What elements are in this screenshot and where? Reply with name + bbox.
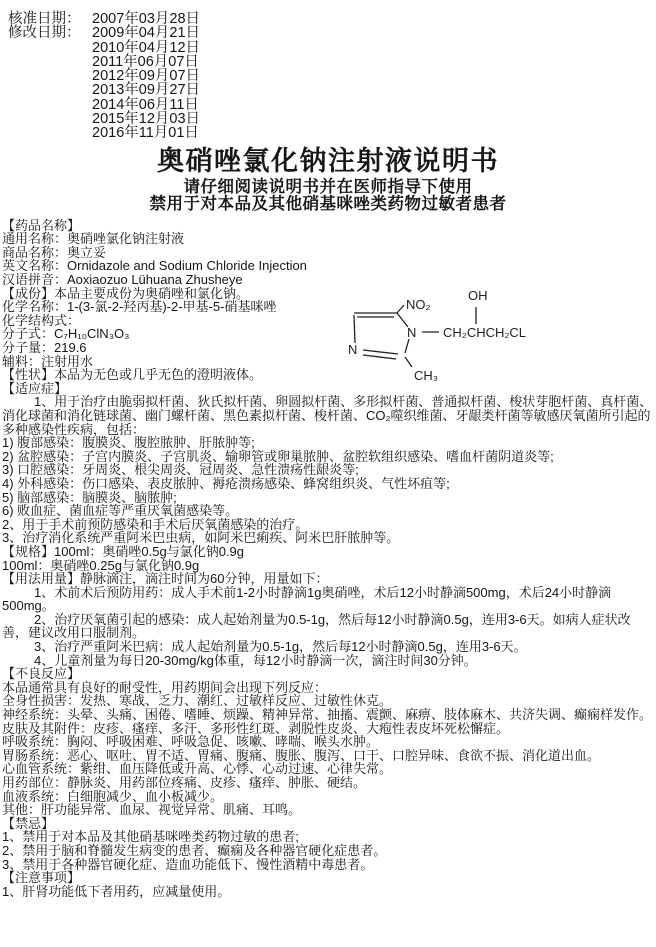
adverse-line: 用药部位：静脉炎、用药部位疼痛、皮疹、瘙痒、肿胀、硬结。	[2, 775, 367, 791]
dosage-item: 4、儿童剂量为每日20-30mg/kg体重，每12小时静滴一次，滴注时间30分钟。	[34, 652, 477, 668]
section-specification-heading: 【规格】100ml：奥硝唑0.5g与氯化钠0.9g	[2, 543, 245, 559]
revision-date-value: 2013年09月27日	[92, 82, 201, 99]
revision-date-value: 2010年04月12日	[92, 39, 201, 56]
revision-date-row	[8, 126, 654, 140]
subtitle-read-carefully: 请仔细阅读说明书并在医师指导下使用	[183, 177, 473, 196]
revision-date-value: 2012年09月07日	[92, 68, 201, 85]
molecular-formula-line: 分子式：C₇H₁₀ClN₃O₃	[2, 326, 130, 342]
no2-group-label: NO₂	[406, 297, 431, 313]
generic-name-line: 通用名称：奥硝唑氯化钠注射液	[2, 231, 185, 247]
chemical-name-line: 化学名称：1-(3-氯-2-羟丙基)-2-甲基-5-硝基咪唑	[2, 299, 277, 315]
approval-date-label: 核准日期：	[8, 11, 81, 27]
adverse-line: 呼吸系统：胸闷、呼吸困难、呼吸急促、咳嗽、哮喘、喉头水肿。	[2, 734, 380, 750]
section-indications-heading: 【适应症】	[2, 380, 68, 396]
adverse-line: 本品通常具有良好的耐受性，用药期间会出现下列反应：	[2, 679, 328, 695]
revision-date-row	[8, 26, 654, 40]
contraindication-item: 3、禁用于各种器官硬化症、造血功能低下、慢性酒精中毒患者。	[2, 856, 374, 872]
pinyin-name-line: 汉语拼音：Aoxiaozuo Lühuana Zhusheye	[2, 272, 243, 288]
revision-date-value: 2009年04月21日	[92, 25, 201, 42]
adverse-line: 胃肠系统：恶心、呕吐、胃不适、胃痛、腹痛、腹胀、腹泻、口干、口腔异味、食欲不振、消化道出血。	[2, 747, 601, 763]
revision-date-value: 2016年11月01日	[92, 125, 199, 142]
dosage-item: 1、术前术后预防用药：成人手术前1-2小时静滴1g奥硝唑，术后12小时静滴500mg，术后24小时静滴500mg。	[2, 584, 612, 614]
molecular-weight-line: 分子量：219.6	[2, 340, 87, 356]
english-name-line: 英文名称：Ornidazole and Sodium Chloride Injection	[2, 258, 307, 274]
indications-item-2: 2、用于手术前预防感染和手术后厌氧菌感染的治疗。	[2, 516, 309, 532]
indication-sub-item: 3) 口腔感染：牙周炎、根尖周炎、冠周炎、急性溃疡性龈炎等;	[2, 462, 359, 478]
adverse-line: 皮肤及其附件：皮疹、瘙痒、多汗、多形性红斑、剥脱性皮炎、大疱性表皮坏死松懈症。	[2, 720, 510, 736]
revision-date-label: 修改日期：	[8, 25, 81, 42]
chemical-structure-diagram	[342, 283, 552, 391]
revision-date-value: 2014年06月11日	[92, 96, 199, 113]
dosage-item: 2、治疗厌氧菌引起的感染：成人起始剂量为0.5-1g，然后每12小时静滴0.5g，连用3-6天。如病人症状改善，建议改用口服制剂。	[2, 611, 631, 641]
section-dosage-heading: 【用法用量】静脉滴注，滴注时间为60分钟，用量如下：	[2, 571, 329, 587]
adverse-line: 心血管系统：紫绀、血压降低或升高、心悸、心动过速、心律失常。	[2, 761, 393, 777]
section-drug-name-heading: 【药品名称】	[2, 217, 81, 233]
section-composition-heading: 【成份】本品主要成份为奥硝唑和氯化钠。	[2, 285, 250, 301]
revision-date-row	[8, 98, 654, 112]
oh-group-label: OH	[468, 288, 488, 304]
revision-date-value: 2011年06月07日	[92, 53, 199, 70]
indication-sub-item: 6) 败血症、菌血症等严重厌氧菌感染等。	[2, 503, 239, 519]
precaution-item: 1、肝肾功能低下者用药，应减量使用。	[2, 883, 231, 899]
adverse-line: 血液系统：白细胞减少、血小板减少。	[2, 788, 224, 804]
approval-date-value: 2007年03月28日	[92, 11, 201, 27]
ring-nitrogen-left-label: N	[348, 342, 358, 358]
indication-sub-item: 4) 外科感染：伤口感染、表皮脓肿、褥疮溃疡感染、蜂窝组织炎、气性坏疽等;	[2, 475, 450, 491]
adverse-line: 全身性损害：发热、寒战、乏力、潮红、过敏样反应、过敏性休克。	[2, 693, 393, 709]
dosage-item: 3、治疗严重阿米巴病：成人起始剂量为0.5-1g，然后每12小时静滴0.5g，连用3-6天。	[34, 639, 527, 655]
structure-label-line: 化学结构式：	[2, 312, 81, 328]
adverse-line: 神经系统：头晕、头痛、困倦、嗜睡、烦躁、精神异常、抽搐、震颤、麻痹、肢体麻木、共济失调、癫痫样发作。	[2, 707, 653, 723]
ch3-group-label: CH₃	[414, 368, 439, 384]
excipient-line: 辅料：注射用水	[2, 353, 94, 369]
indication-sub-item: 5) 脑部感染：脑膜炎、脑脓肿;	[2, 489, 177, 505]
section-precautions-heading: 【注意事项】	[2, 870, 81, 886]
revision-date-row	[8, 41, 654, 55]
adverse-line: 其他：肝功能异常、血尿、视觉异常、肌痛、耳鸣。	[2, 802, 302, 818]
revision-date-row	[8, 83, 654, 97]
ring-nitrogen-right-label: N	[407, 325, 417, 341]
indication-sub-item: 1) 腹部感染：腹膜炎、腹腔脓肿、肝脓肿等;	[2, 435, 255, 451]
revision-date-value: 2015年12月03日	[92, 111, 201, 128]
side-chain-label: CH₂CHCH₂CL	[443, 325, 527, 341]
section-contraindications-heading: 【禁忌】	[2, 815, 55, 831]
date-block	[8, 12, 654, 141]
indications-item-3: 3、治疗消化系统严重阿米巴虫病，如阿米巴痢疾、阿米巴肝脓肿等。	[2, 530, 400, 546]
leaflet-body	[2, 219, 654, 899]
page-title: 奥硝唑氯化钠注射液说明书	[157, 145, 499, 176]
subtitle-contraindication-warning: 禁用于对本品及其他硝基咪唑类药物过敏者患者	[149, 195, 507, 214]
indications-paragraph-1: 1、用于治疗由脆弱拟杆菌、狄氏拟杆菌、卵圆拟杆菌、多形拟杆菌、普通拟杆菌、梭状芽胞杆菌、真杆菌、消化球菌和消化链球菌、幽门螺杆菌、黑色素拟杆菌、梭杆菌、CO₂噬织维菌、牙龈类杆菌等敏感厌氧菌所引起的多种感染性疾病，包括：	[2, 394, 653, 437]
specification-line-2: 100ml：奥硝唑0.25g与氯化钠0.9g	[2, 557, 200, 573]
contraindication-item: 1、禁用于对本品及其他硝基咪唑类药物过敏的患者;	[2, 829, 299, 845]
indication-sub-item: 2) 盆腔感染：子宫内膜炎、子宫肌炎、输卵管或卵巢脓肿、盆腔软组织感染、嗜血杆菌阴道炎等;	[2, 448, 554, 464]
section-properties-heading: 【性状】本品为无色或几乎无色的澄明液体。	[2, 367, 263, 383]
trade-name-line: 商品名称：奥立妥	[2, 244, 107, 260]
section-adverse-heading: 【不良反应】	[2, 666, 81, 682]
contraindication-item: 2、禁用于脑和脊髓发生病变的患者、癫痫及各种器官硬化症患者。	[2, 842, 387, 858]
